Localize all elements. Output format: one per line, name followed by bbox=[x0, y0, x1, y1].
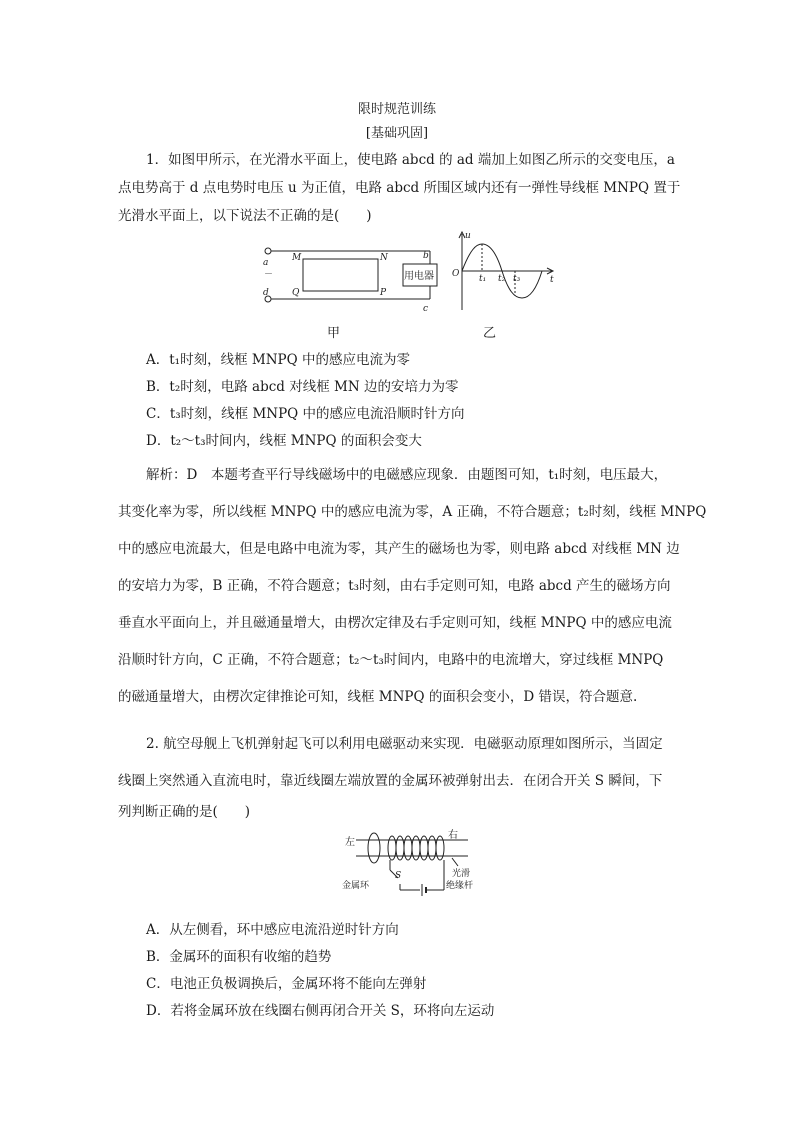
svg-text:－: － bbox=[264, 270, 274, 280]
q1-stem-line-3: 光滑水平面上，以下说法不正确的是( ) bbox=[118, 208, 372, 224]
page-title: 限时规范训练 bbox=[357, 102, 436, 117]
section-heading: [基础巩固] bbox=[365, 126, 429, 141]
q2-stem-line-1: 2. 航空母舰上飞机弹射起飞可以利用电磁驱动来实现．电磁驱动原理如图所示，当固定 bbox=[146, 736, 663, 752]
q1-analysis-line-4: 的安培力为零，B 正确，不符合题意；t₃时刻，由右手定则可知，电路 abcd 产生的磁场方向 bbox=[118, 578, 671, 594]
q2-stem-line-3: 列判断正确的是( ) bbox=[118, 804, 251, 820]
q1-analysis-line-7: 的磁通量增大，由楞次定律推论可知，线框 MNPQ 的面积会变小，D 错误，符合题意. bbox=[118, 689, 638, 705]
q1-stem-line-1: 1．如图甲所示，在光滑水平面上，使电路 abcd 的 ad 端加上如图乙所示的交变电压，a bbox=[146, 152, 675, 168]
svg-text:a: a bbox=[263, 258, 269, 268]
q2-option-a: A．从左侧看，环中感应电流沿逆时针方向 bbox=[146, 922, 399, 938]
q1-option-d: D．t₂～t₃时间内，线框 MNPQ 的面积会变大 bbox=[146, 433, 422, 449]
q2-figure-coil bbox=[342, 826, 492, 898]
q1-figure-graph bbox=[448, 228, 563, 313]
svg-text:S: S bbox=[395, 871, 402, 881]
q1-figure-circuit bbox=[258, 243, 438, 315]
svg-text:c: c bbox=[423, 304, 429, 314]
q2-stem-line-2: 线圈上突然通入直流电时，靠近线圈左端放置的金属环被弹射出去．在闭合开关 S 瞬间，下 bbox=[118, 773, 663, 789]
terminal-a bbox=[265, 248, 271, 254]
svg-text:t₁: t₁ bbox=[479, 274, 487, 284]
svg-text:N: N bbox=[380, 253, 388, 263]
svg-text:b: b bbox=[423, 251, 429, 261]
q1-caption-jia: 甲 bbox=[327, 326, 341, 341]
q1-option-c: C．t₃时刻，线框 MNPQ 中的感应电流沿顺时针方向 bbox=[146, 406, 465, 422]
svg-text:光滑: 光滑 bbox=[452, 869, 471, 879]
svg-text:u: u bbox=[465, 231, 471, 241]
svg-text:O: O bbox=[452, 269, 460, 279]
q1-analysis-line-5: 垂直水平面向上，并且磁通量增大，由楞次定律及右手定则可知，线框 MNPQ 中的感应电流 bbox=[118, 615, 672, 631]
svg-text:左: 左 bbox=[345, 837, 355, 848]
svg-text:金属环: 金属环 bbox=[342, 881, 370, 891]
svg-text:t: t bbox=[550, 275, 554, 285]
svg-text:绝缘杆: 绝缘杆 bbox=[446, 881, 474, 891]
q1-option-b: B．t₂时刻，电路 abcd 对线框 MN 边的安培力为零 bbox=[146, 379, 459, 395]
q1-stem-line-2: 点电势高于 d 点电势时电压 u 为正值，电路 abcd 所围区域内还有一弹性导线框 MNPQ 置于 bbox=[118, 180, 681, 196]
svg-text:右: 右 bbox=[448, 830, 458, 841]
q1-analysis-line-3: 中的感应电流最大，但是电路中电流为零，其产生的磁场也为零，则电路 abcd 对线框 MN 边 bbox=[118, 541, 680, 557]
q1-option-a: A．t₁时刻，线框 MNPQ 中的感应电流为零 bbox=[146, 352, 410, 368]
q2-option-c: C．电池正负极调换后，金属环将不能向左弹射 bbox=[146, 976, 427, 992]
q1-caption-yi: 乙 bbox=[483, 326, 497, 341]
frame-mnpq bbox=[303, 259, 378, 291]
q2-option-b: B．金属环的面积有收缩的趋势 bbox=[146, 949, 332, 965]
svg-text:P: P bbox=[380, 288, 387, 298]
q1-analysis-line-2: 其变化率为零，所以线框 MNPQ 中的感应电流为零，A 正确，不符合题意；t₂时刻，线框 MNPQ bbox=[118, 504, 707, 520]
svg-text:用电器: 用电器 bbox=[404, 271, 434, 282]
q1-analysis-line-6: 沿顺时针方向，C 正确，不符合题意；t₂～t₃时间内，电路中的电流增大，穿过线框 MNPQ bbox=[118, 652, 664, 668]
svg-text:M: M bbox=[292, 253, 302, 263]
metal-ring bbox=[368, 833, 380, 863]
svg-text:d: d bbox=[263, 288, 269, 298]
q2-option-d: D．若将金属环放在线圈右侧再闭合开关 S，环将向左运动 bbox=[146, 1003, 495, 1019]
svg-text:t₂: t₂ bbox=[498, 274, 506, 284]
svg-text:Q: Q bbox=[292, 288, 300, 298]
svg-text:t₃: t₃ bbox=[513, 274, 521, 284]
q1-analysis-line-1: 解析：D 本题考查平行导线磁场中的电磁感应现象．由题图可知，t₁时刻，电压最大， bbox=[146, 467, 668, 483]
